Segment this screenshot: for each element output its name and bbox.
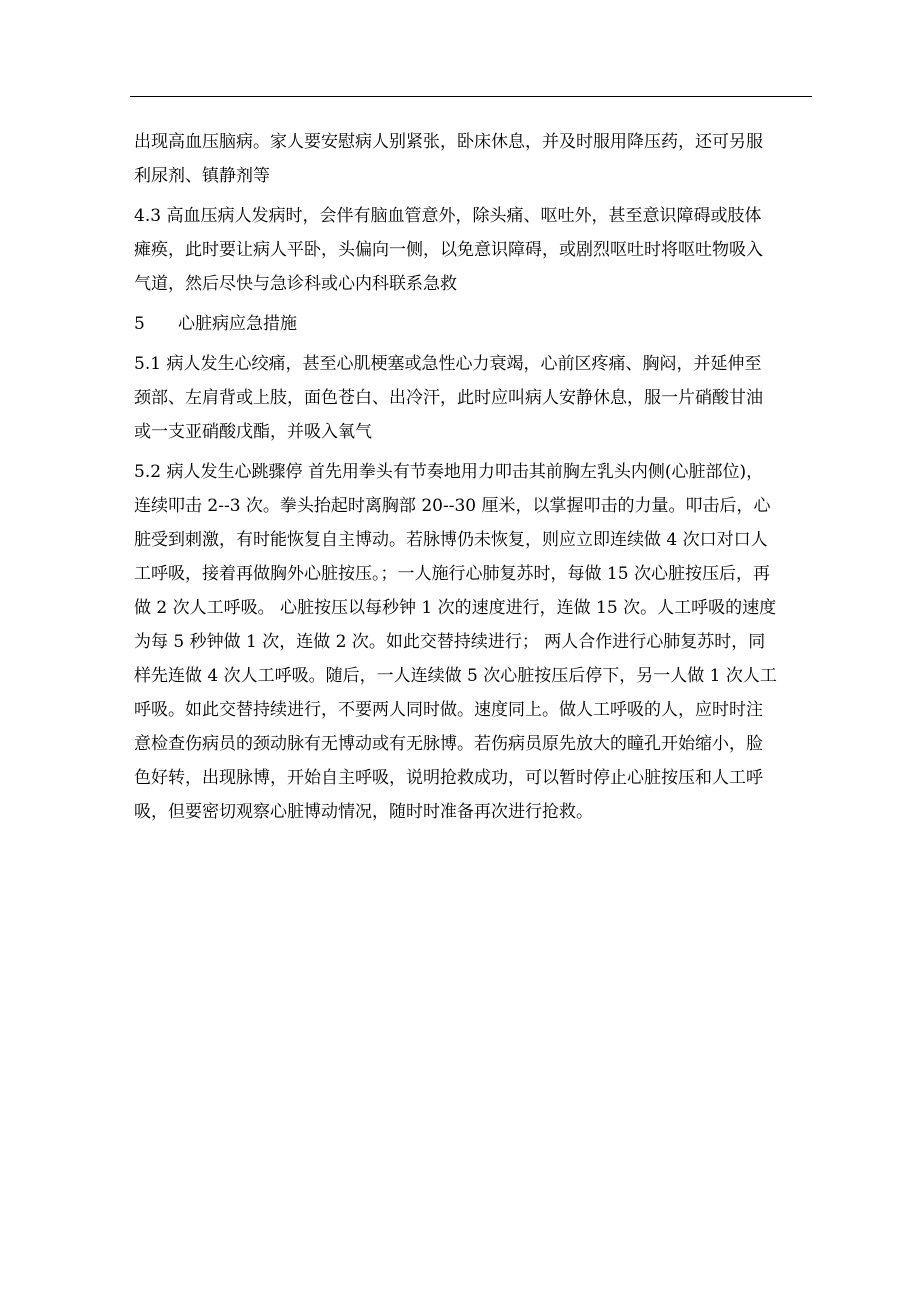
paragraph-continuation	[134, 125, 814, 193]
text-line: 瘫痪，此时要让病人平卧，头偏向一侧，以免意识障碍，或剧烈呕吐时将呕吐物吸入	[134, 240, 763, 260]
text-line: 呼吸。如此交替持续进行，不要两人同时做。速度同上。做人工呼吸的人，应时时注	[134, 700, 763, 720]
text-line: 工呼吸，接着再做胸外心脏按压。；一人施行心肺复苏时，每做 15 次心脏按压后，再	[134, 564, 770, 584]
section-number: 5	[134, 314, 145, 334]
text-line: 色好转，出现脉博，开始自主呼吸，说明抢救成功，可以暂时停止心脏按压和人工呼	[134, 768, 763, 788]
text-line: 做 2 次人工呼吸。 心脏按压以每秒钟 1 次的速度进行，连做 15 次。人工呼吸的速度	[134, 598, 777, 618]
header-rule	[130, 96, 812, 97]
text-line: 利尿剂、镇静剂等	[134, 166, 270, 186]
text-line: 脏受到刺激，有时能恢复自主博动。若脉博仍未恢复，则应立即连续做 4 次口对口人	[134, 530, 768, 550]
text-line: 4.3 高血压病人发病时，会伴有脑血管意外，除头痛、呕吐外，甚至意识障碍或肢体	[134, 206, 762, 226]
document-body	[134, 125, 814, 835]
paragraph-5-2	[134, 455, 814, 829]
text-line: 吸，但要密切观察心脏博动情况，随时时准备再次进行抢救。	[134, 802, 593, 822]
text-line: 颈部、左肩背或上肢，面色苍白、出冷汗，此时应叫病人安静休息，服一片硝酸甘油	[134, 388, 763, 408]
text-line: 意检查伤病员的颈动脉有无博动或有无脉博。若伤病员原先放大的瞳孔开始缩小，脸	[134, 734, 763, 754]
paragraph-4-3	[134, 199, 814, 301]
paragraph-5-1	[134, 347, 814, 449]
text-line: 气道，然后尽快与急诊科或心内科联系急救	[134, 274, 457, 294]
text-line: 样先连做 4 次人工呼吸。随后，一人连续做 5 次心脏按压后停下，另一人做 1 次人工	[134, 666, 777, 686]
text-line: 5.1 病人发生心绞痛，甚至心肌梗塞或急性心力衰竭，心前区疼痛、胸闷，并延伸至	[134, 354, 762, 374]
text-line: 出现高血压脑病。家人要安慰病人别紧张，卧床休息，并及时服用降压药，还可另服	[134, 132, 763, 152]
text-line: 5.2 病人发生心跳骤停 首先用拳头有节奏地用力叩击其前胸左乳头内侧(心脏部位)，	[134, 462, 764, 482]
text-line: 连续叩击 2--3 次。拳头抬起时离胸部 20--30 厘米，以掌握叩击的力量。叩击后，心	[134, 496, 771, 516]
text-line: 为每 5 秒钟做 1 次，连做 2 次。如此交替持续进行； 两人合作进行心肺复苏时，同	[134, 632, 766, 652]
text-line: 或一支亚硝酸戊酯，并吸入氧气	[134, 422, 372, 442]
section-heading-5	[134, 307, 814, 341]
section-title: 心脏病应急措施	[178, 314, 297, 334]
